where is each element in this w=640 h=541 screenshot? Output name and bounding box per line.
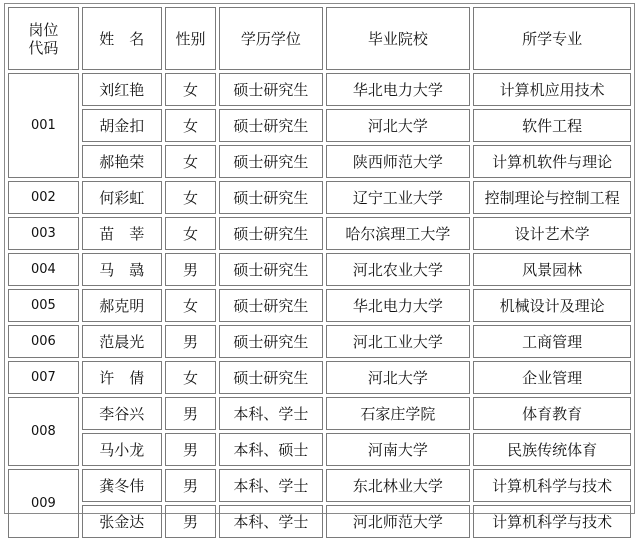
cell-gender: 女 (165, 181, 217, 214)
cell-degree: 本科、硕士 (219, 433, 322, 466)
header-degree: 学历学位 (219, 7, 322, 70)
table-row (8, 505, 631, 538)
cell-name: 胡金扣 (82, 109, 162, 142)
cell-major: 体育教育 (473, 397, 631, 430)
cell-name: 马 骉 (82, 253, 162, 286)
cell-name: 李谷兴 (82, 397, 162, 430)
cell-degree: 硕士研究生 (219, 253, 322, 286)
cell-position-code: 006 (8, 325, 79, 358)
cell-position-code: 009 (8, 469, 79, 538)
cell-degree: 硕士研究生 (219, 289, 322, 322)
cell-position-code: 003 (8, 217, 79, 250)
header-name: 姓 名 (82, 7, 162, 70)
cell-gender: 女 (165, 145, 217, 178)
table-row (8, 325, 631, 358)
cell-gender: 男 (165, 325, 217, 358)
cell-major: 企业管理 (473, 361, 631, 394)
cell-school: 河北大学 (326, 361, 471, 394)
cell-degree: 硕士研究生 (219, 181, 322, 214)
table-row (8, 73, 631, 106)
cell-degree: 硕士研究生 (219, 109, 322, 142)
cell-school: 河北大学 (326, 109, 471, 142)
cell-major: 风景园林 (473, 253, 631, 286)
cell-school: 华北电力大学 (326, 289, 471, 322)
cell-degree: 硕士研究生 (219, 73, 322, 106)
table-row (8, 361, 631, 394)
cell-name: 郝克明 (82, 289, 162, 322)
table-row (8, 109, 631, 142)
cell-major: 软件工程 (473, 109, 631, 142)
cell-school: 河北师范大学 (326, 505, 471, 538)
cell-degree: 本科、学士 (219, 469, 322, 502)
cell-major: 机械设计及理论 (473, 289, 631, 322)
table-row (8, 145, 631, 178)
cell-major: 工商管理 (473, 325, 631, 358)
cell-degree: 本科、学士 (219, 505, 322, 538)
table-row (8, 253, 631, 286)
cell-position-code: 001 (8, 73, 79, 178)
cell-name: 何彩虹 (82, 181, 162, 214)
cell-major: 计算机科学与技术 (473, 505, 631, 538)
cell-school: 河北农业大学 (326, 253, 471, 286)
cell-gender: 女 (165, 109, 217, 142)
cell-name: 龚冬伟 (82, 469, 162, 502)
header-gender: 性别 (165, 7, 217, 70)
header-position-code (8, 7, 79, 70)
table-row (8, 217, 631, 250)
cell-school: 陕西师范大学 (326, 145, 471, 178)
table-row (8, 469, 631, 502)
table-row (8, 433, 631, 466)
cell-school: 东北林业大学 (326, 469, 471, 502)
cell-name: 郝艳荣 (82, 145, 162, 178)
cell-major: 设计艺术学 (473, 217, 631, 250)
cell-name: 张金达 (82, 505, 162, 538)
cell-gender: 男 (165, 469, 217, 502)
cell-name: 许 倩 (82, 361, 162, 394)
header-school: 毕业院校 (326, 7, 471, 70)
cell-degree: 本科、学士 (219, 397, 322, 430)
personnel-table (5, 4, 634, 541)
header-code-line2: 代码 (28, 38, 59, 57)
cell-gender: 女 (165, 217, 217, 250)
cell-school: 石家庄学院 (326, 397, 471, 430)
table-row (8, 289, 631, 322)
cell-position-code: 008 (8, 397, 79, 466)
cell-position-code: 007 (8, 361, 79, 394)
cell-school: 辽宁工业大学 (326, 181, 471, 214)
cell-name: 刘红艳 (82, 73, 162, 106)
table-header-row (8, 7, 631, 70)
header-code-line1: 岗位 (28, 20, 59, 39)
cell-major: 民族传统体育 (473, 433, 631, 466)
cell-major: 计算机软件与理论 (473, 145, 631, 178)
cell-degree: 硕士研究生 (219, 145, 322, 178)
cell-school: 华北电力大学 (326, 73, 471, 106)
cell-major: 计算机科学与技术 (473, 469, 631, 502)
table-row (8, 397, 631, 430)
cell-gender: 男 (165, 253, 217, 286)
cell-gender: 女 (165, 289, 217, 322)
cell-school: 河南大学 (326, 433, 471, 466)
cell-school: 哈尔滨理工大学 (326, 217, 471, 250)
table-row (8, 181, 631, 214)
cell-position-code: 005 (8, 289, 79, 322)
cell-position-code: 004 (8, 253, 79, 286)
cell-gender: 男 (165, 433, 217, 466)
cell-school: 河北工业大学 (326, 325, 471, 358)
cell-name: 范晨光 (82, 325, 162, 358)
cell-gender: 男 (165, 505, 217, 538)
cell-name: 苗 莘 (82, 217, 162, 250)
cell-degree: 硕士研究生 (219, 361, 322, 394)
cell-gender: 女 (165, 73, 217, 106)
header-major: 所学专业 (473, 7, 631, 70)
cell-gender: 女 (165, 361, 217, 394)
cell-name: 马小龙 (82, 433, 162, 466)
document-frame (4, 3, 635, 531)
cell-major: 计算机应用技术 (473, 73, 631, 106)
cell-gender: 男 (165, 397, 217, 430)
cell-position-code: 002 (8, 181, 79, 214)
cell-degree: 硕士研究生 (219, 325, 322, 358)
cell-degree: 硕士研究生 (219, 217, 322, 250)
cell-major: 控制理论与控制工程 (473, 181, 631, 214)
